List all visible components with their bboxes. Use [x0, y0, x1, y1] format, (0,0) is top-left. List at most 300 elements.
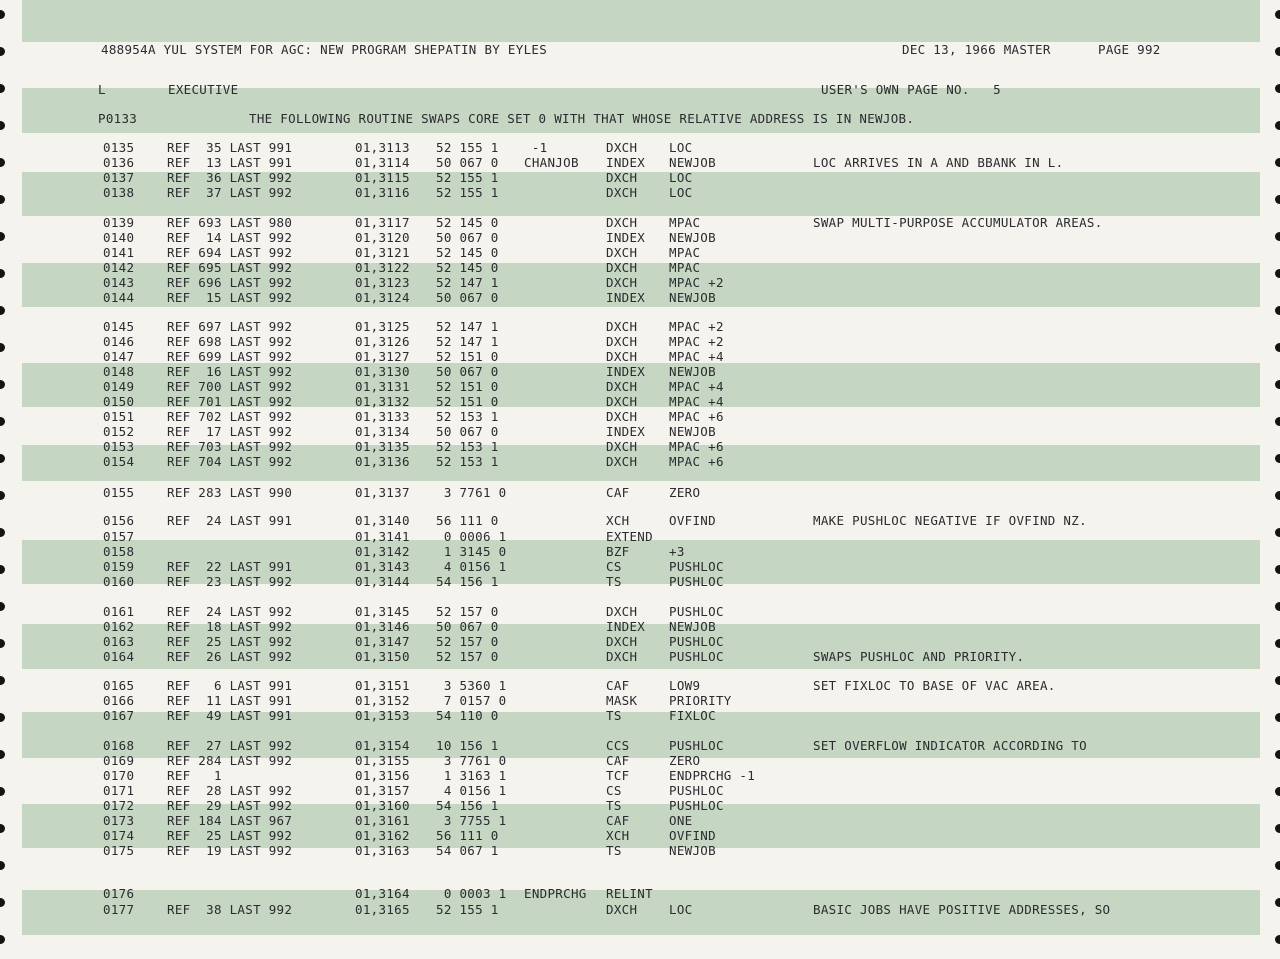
listing-row [0, 275, 1280, 290]
comment: BASIC JOBS HAVE POSITIVE ADDRESSES, SO [813, 902, 1111, 917]
listing-row [0, 334, 1280, 349]
octal-code: 54 156 1 [436, 798, 499, 813]
operand: MPAC +4 [669, 394, 724, 409]
comment: MAKE PUSHLOC NEGATIVE IF OVFIND NZ. [813, 513, 1087, 528]
address: 01,3146 [355, 619, 410, 634]
address: 01,3156 [355, 768, 410, 783]
opcode: INDEX [606, 230, 646, 245]
label-field: ENDPRCHG [524, 886, 587, 901]
address: 01,3117 [355, 215, 410, 230]
octal-code: 0 0006 1 [436, 529, 507, 544]
opcode: DXCH [606, 649, 638, 664]
ref-field: REF 19 LAST 992 [167, 843, 293, 858]
opcode: RELINT [606, 886, 653, 901]
octal-code: 50 067 0 [436, 230, 499, 245]
intro-comment: THE FOLLOWING ROUTINE SWAPS CORE SET 0 WITH THAT WHOSE RELATIVE ADDRESS IS IN NEWJOB. [249, 111, 915, 126]
listing-row [0, 753, 1280, 768]
octal-code: 52 155 1 [436, 140, 499, 155]
ref-field: REF 284 LAST 992 [167, 753, 293, 768]
ref-field: REF 22 LAST 991 [167, 559, 293, 574]
address: 01,3123 [355, 275, 410, 290]
address: 01,3145 [355, 604, 410, 619]
address: 01,3157 [355, 783, 410, 798]
octal-code: 52 147 1 [436, 275, 499, 290]
line-number: 0158 [103, 544, 135, 559]
octal-code: 50 067 0 [436, 155, 499, 170]
listing-row [0, 886, 1280, 901]
operand: FIXLOC [669, 708, 716, 723]
listing-row [0, 424, 1280, 439]
opcode: INDEX [606, 364, 646, 379]
operand: NEWJOB [669, 155, 716, 170]
line-number: 0157 [103, 529, 135, 544]
ref-field: REF 14 LAST 992 [167, 230, 293, 245]
opcode: DXCH [606, 170, 638, 185]
ref-field: REF 24 LAST 992 [167, 604, 293, 619]
octal-code: 52 151 0 [436, 379, 499, 394]
octal-code: 1 3145 0 [436, 544, 507, 559]
operand: MPAC +4 [669, 379, 724, 394]
opcode: CAF [606, 678, 630, 693]
address: 01,3126 [355, 334, 410, 349]
operand: NEWJOB [669, 424, 716, 439]
listing-row [0, 513, 1280, 528]
ref-field: REF 703 LAST 992 [167, 439, 293, 454]
page-number: PAGE 992 [1098, 42, 1161, 57]
opcode: XCH [606, 828, 630, 843]
line-number: 0146 [103, 334, 135, 349]
octal-code: 0 0003 1 [436, 886, 507, 901]
operand: PUSHLOC [669, 574, 724, 589]
ref-field: REF 23 LAST 992 [167, 574, 293, 589]
operand: LOW9 [669, 678, 701, 693]
ref-field: REF 29 LAST 992 [167, 798, 293, 813]
octal-code: 54 156 1 [436, 574, 499, 589]
listing-row [0, 693, 1280, 708]
operand: PUSHLOC [669, 559, 724, 574]
listing-row [0, 798, 1280, 813]
line-number: 0152 [103, 424, 135, 439]
operand: MPAC [669, 215, 701, 230]
feed-hole [0, 306, 5, 315]
ref-field: REF 35 LAST 991 [167, 140, 293, 155]
address: 01,3130 [355, 364, 410, 379]
octal-code: 3 7761 0 [436, 753, 507, 768]
address: 01,3162 [355, 828, 410, 843]
listing-row [0, 559, 1280, 574]
line-number: 0136 [103, 155, 135, 170]
opcode: DXCH [606, 275, 638, 290]
ref-field: REF 18 LAST 992 [167, 619, 293, 634]
address: 01,3114 [355, 155, 410, 170]
operand: ENDPRCHG -1 [669, 768, 756, 783]
address: 01,3143 [355, 559, 410, 574]
opcode: DXCH [606, 379, 638, 394]
address: 01,3113 [355, 140, 410, 155]
opcode: DXCH [606, 439, 638, 454]
line-number: 0145 [103, 319, 135, 334]
operand: MPAC +2 [669, 275, 724, 290]
operand: LOC [669, 185, 693, 200]
opcode: DXCH [606, 409, 638, 424]
octal-code: 52 145 0 [436, 245, 499, 260]
address: 01,3124 [355, 290, 410, 305]
octal-code: 50 067 0 [436, 364, 499, 379]
address: 01,3135 [355, 439, 410, 454]
ref-field: REF 699 LAST 992 [167, 349, 293, 364]
ref-field: REF 25 LAST 992 [167, 634, 293, 649]
page-date: DEC 13, 1966 MASTER [902, 42, 1051, 57]
opcode: DXCH [606, 245, 638, 260]
line-number: 0142 [103, 260, 135, 275]
opcode: CCS [606, 738, 630, 753]
opcode: DXCH [606, 319, 638, 334]
listing-row [0, 843, 1280, 858]
octal-code: 50 067 0 [436, 619, 499, 634]
address: 01,3133 [355, 409, 410, 424]
line-number: 0140 [103, 230, 135, 245]
octal-code: 52 145 0 [436, 260, 499, 275]
ref-field: REF 184 LAST 967 [167, 813, 293, 828]
line-number: 0174 [103, 828, 135, 843]
operand: PUSHLOC [669, 604, 724, 619]
line-number: 0165 [103, 678, 135, 693]
line-number: 0143 [103, 275, 135, 290]
line-number: 0160 [103, 574, 135, 589]
listing-row [0, 738, 1280, 753]
line-number: 0164 [103, 649, 135, 664]
ref-field: REF 698 LAST 992 [167, 334, 293, 349]
comment: SET OVERFLOW INDICATOR ACCORDING TO [813, 738, 1087, 753]
octal-code: 3 5360 1 [436, 678, 507, 693]
opcode: CAF [606, 753, 630, 768]
line-number: 0166 [103, 693, 135, 708]
opcode: BZF [606, 544, 630, 559]
address: 01,3134 [355, 424, 410, 439]
operand: MPAC +4 [669, 349, 724, 364]
operand: ZERO [669, 753, 701, 768]
octal-code: 52 153 1 [436, 439, 499, 454]
ref-field: REF 704 LAST 992 [167, 454, 293, 469]
opcode: INDEX [606, 619, 646, 634]
operand: OVFIND [669, 828, 716, 843]
line-number: 0138 [103, 185, 135, 200]
line-number: 0141 [103, 245, 135, 260]
octal-code: 52 147 1 [436, 334, 499, 349]
opcode: TS [606, 843, 622, 858]
ref-field: REF 693 LAST 980 [167, 215, 293, 230]
listing-row [0, 678, 1280, 693]
operand: MPAC [669, 245, 701, 260]
address: 01,3131 [355, 379, 410, 394]
page-title: 488954A YUL SYSTEM FOR AGC: NEW PROGRAM SHEPATIN BY EYLES [101, 42, 548, 57]
ref-field: REF 702 LAST 992 [167, 409, 293, 424]
address: 01,3141 [355, 529, 410, 544]
listing-row [0, 619, 1280, 634]
listing-row [0, 828, 1280, 843]
address: 01,3127 [355, 349, 410, 364]
operand: LOC [669, 140, 693, 155]
listing-row [0, 574, 1280, 589]
listing-row [0, 394, 1280, 409]
line-number: 0137 [103, 170, 135, 185]
address: 01,3164 [355, 886, 410, 901]
octal-code: 52 157 0 [436, 649, 499, 664]
address: 01,3160 [355, 798, 410, 813]
operand: PUSHLOC [669, 798, 724, 813]
octal-code: 54 110 0 [436, 708, 499, 723]
listing-row [0, 185, 1280, 200]
octal-code: 7 0157 0 [436, 693, 507, 708]
feed-hole [0, 861, 5, 870]
address: 01,3147 [355, 634, 410, 649]
listing-row [0, 902, 1280, 917]
listing-row [0, 529, 1280, 544]
address: 01,3152 [355, 693, 410, 708]
operand: ONE [669, 813, 693, 828]
opcode: TS [606, 798, 622, 813]
opcode: CAF [606, 485, 630, 500]
octal-code: 52 155 1 [436, 170, 499, 185]
listing-row [0, 319, 1280, 334]
ref-field: REF 6 LAST 991 [167, 678, 293, 693]
section-title: EXECUTIVE [168, 82, 239, 97]
listing-row [0, 544, 1280, 559]
opcode: DXCH [606, 454, 638, 469]
ref-field: REF 15 LAST 992 [167, 290, 293, 305]
address: 01,3120 [355, 230, 410, 245]
comment: SWAPS PUSHLOC AND PRIORITY. [813, 649, 1025, 664]
address: 01,3132 [355, 394, 410, 409]
label-field: CHANJOB [524, 155, 579, 170]
listing-row [0, 349, 1280, 364]
address: 01,3121 [355, 245, 410, 260]
operand: MPAC [669, 260, 701, 275]
octal-code: 52 157 0 [436, 604, 499, 619]
operand: NEWJOB [669, 843, 716, 858]
opcode: EXTEND [606, 529, 653, 544]
opcode: DXCH [606, 260, 638, 275]
opcode: TS [606, 708, 622, 723]
ref-field: REF 696 LAST 992 [167, 275, 293, 290]
octal-code: 52 145 0 [436, 215, 499, 230]
line-number: 0139 [103, 215, 135, 230]
paper-band [22, 0, 1260, 42]
operand: NEWJOB [669, 290, 716, 305]
address: 01,3142 [355, 544, 410, 559]
opcode: DXCH [606, 215, 638, 230]
listing-row [0, 768, 1280, 783]
ref-field: REF 697 LAST 992 [167, 319, 293, 334]
line-number: 0155 [103, 485, 135, 500]
listing-row [0, 379, 1280, 394]
feed-hole [0, 10, 5, 19]
feed-hole [1275, 861, 1280, 870]
listing-row [0, 364, 1280, 379]
octal-code: 50 067 0 [436, 290, 499, 305]
listing-row [0, 439, 1280, 454]
octal-code: 52 153 1 [436, 454, 499, 469]
operand: NEWJOB [669, 364, 716, 379]
octal-code: 52 155 1 [436, 185, 499, 200]
octal-code: 52 151 0 [436, 349, 499, 364]
ref-field: REF 695 LAST 992 [167, 260, 293, 275]
address: 01,3115 [355, 170, 410, 185]
listing-row [0, 215, 1280, 230]
line-number: 0162 [103, 619, 135, 634]
opcode: MASK [606, 693, 638, 708]
opcode: INDEX [606, 290, 646, 305]
comment: SET FIXLOC TO BASE OF VAC AREA. [813, 678, 1056, 693]
opcode: DXCH [606, 394, 638, 409]
line-number: 0147 [103, 349, 135, 364]
operand: PUSHLOC [669, 634, 724, 649]
ref-field: REF 701 LAST 992 [167, 394, 293, 409]
feed-hole [1275, 84, 1280, 93]
opcode: INDEX [606, 155, 646, 170]
ref-field: REF 694 LAST 992 [167, 245, 293, 260]
listing-row [0, 634, 1280, 649]
line-number: 0156 [103, 513, 135, 528]
line-number: 0159 [103, 559, 135, 574]
octal-code: 52 151 0 [436, 394, 499, 409]
address: 01,3165 [355, 902, 410, 917]
octal-code: 3 7755 1 [436, 813, 507, 828]
ref-field: REF 28 LAST 992 [167, 783, 293, 798]
comment: LOC ARRIVES IN A AND BBANK IN L. [813, 155, 1064, 170]
listing-row [0, 409, 1280, 424]
octal-code: 52 147 1 [436, 319, 499, 334]
listing-row [0, 649, 1280, 664]
opcode: TS [606, 574, 622, 589]
octal-code: 4 0156 1 [436, 559, 507, 574]
log-label: L [98, 82, 106, 97]
ref-field: REF 25 LAST 992 [167, 828, 293, 843]
listing-row [0, 155, 1280, 170]
feed-hole [1275, 306, 1280, 315]
ref-field: REF 26 LAST 992 [167, 649, 293, 664]
line-number: 0135 [103, 140, 135, 155]
octal-code: 10 156 1 [436, 738, 499, 753]
line-number: 0150 [103, 394, 135, 409]
feed-hole [0, 121, 5, 130]
operand: NEWJOB [669, 619, 716, 634]
feed-hole [0, 84, 5, 93]
line-number: 0175 [103, 843, 135, 858]
operand: LOC [669, 170, 693, 185]
opcode: CS [606, 559, 622, 574]
ref-field: REF 16 LAST 992 [167, 364, 293, 379]
ref-field: REF 283 LAST 990 [167, 485, 293, 500]
address: 01,3140 [355, 513, 410, 528]
opcode: CAF [606, 813, 630, 828]
listing-row [0, 290, 1280, 305]
line-number: 0167 [103, 708, 135, 723]
address: 01,3151 [355, 678, 410, 693]
address: 01,3136 [355, 454, 410, 469]
ref-field: REF 700 LAST 992 [167, 379, 293, 394]
address: 01,3116 [355, 185, 410, 200]
line-number: 0148 [103, 364, 135, 379]
octal-code: 52 157 0 [436, 634, 499, 649]
comment: SWAP MULTI-PURPOSE ACCUMULATOR AREAS. [813, 215, 1103, 230]
opcode: XCH [606, 513, 630, 528]
address: 01,3153 [355, 708, 410, 723]
operand: LOC [669, 902, 693, 917]
feed-hole [1275, 121, 1280, 130]
line-number: 0170 [103, 768, 135, 783]
address: 01,3144 [355, 574, 410, 589]
octal-code: 56 111 0 [436, 513, 499, 528]
address: 01,3150 [355, 649, 410, 664]
listing-row [0, 245, 1280, 260]
ref-field: REF 36 LAST 992 [167, 170, 293, 185]
listing-row [0, 170, 1280, 185]
operand: MPAC +2 [669, 334, 724, 349]
octal-code: 4 0156 1 [436, 783, 507, 798]
opcode: TCF [606, 768, 630, 783]
operand: ZERO [669, 485, 701, 500]
operand: PRIORITY [669, 693, 732, 708]
operand: PUSHLOC [669, 738, 724, 753]
line-number: 0154 [103, 454, 135, 469]
opcode: DXCH [606, 140, 638, 155]
octal-code: 50 067 0 [436, 424, 499, 439]
opcode: DXCH [606, 634, 638, 649]
address: 01,3163 [355, 843, 410, 858]
octal-code: 56 111 0 [436, 828, 499, 843]
feed-hole [0, 935, 5, 944]
opcode: CS [606, 783, 622, 798]
line-number: 0163 [103, 634, 135, 649]
address: 01,3154 [355, 738, 410, 753]
ref-field: REF 49 LAST 991 [167, 708, 293, 723]
octal-code: 52 155 1 [436, 902, 499, 917]
line-number: 0171 [103, 783, 135, 798]
opcode: DXCH [606, 185, 638, 200]
feed-hole [1275, 935, 1280, 944]
ref-field: REF 37 LAST 992 [167, 185, 293, 200]
address: 01,3125 [355, 319, 410, 334]
operand: MPAC +2 [669, 319, 724, 334]
operand: MPAC +6 [669, 409, 724, 424]
opcode: DXCH [606, 902, 638, 917]
octal-code: 3 7761 0 [436, 485, 507, 500]
operand: +3 [669, 544, 685, 559]
operand: PUSHLOC [669, 783, 724, 798]
line-number: 0177 [103, 902, 135, 917]
feed-hole [1275, 47, 1280, 56]
feed-hole [0, 47, 5, 56]
listing-row [0, 230, 1280, 245]
ref-field: REF 13 LAST 991 [167, 155, 293, 170]
listing-row [0, 708, 1280, 723]
octal-code: 52 153 1 [436, 409, 499, 424]
line-number: 0168 [103, 738, 135, 753]
line-number: 0144 [103, 290, 135, 305]
line-number: 0173 [103, 813, 135, 828]
line-number: 0149 [103, 379, 135, 394]
address: 01,3161 [355, 813, 410, 828]
line-number: 0172 [103, 798, 135, 813]
operand: NEWJOB [669, 230, 716, 245]
user-page-number: USER'S OWN PAGE NO. 5 [821, 82, 1001, 97]
listing-row [0, 783, 1280, 798]
listing-row [0, 260, 1280, 275]
operand: PUSHLOC [669, 649, 724, 664]
ref-field: REF 27 LAST 992 [167, 738, 293, 753]
opcode: INDEX [606, 424, 646, 439]
